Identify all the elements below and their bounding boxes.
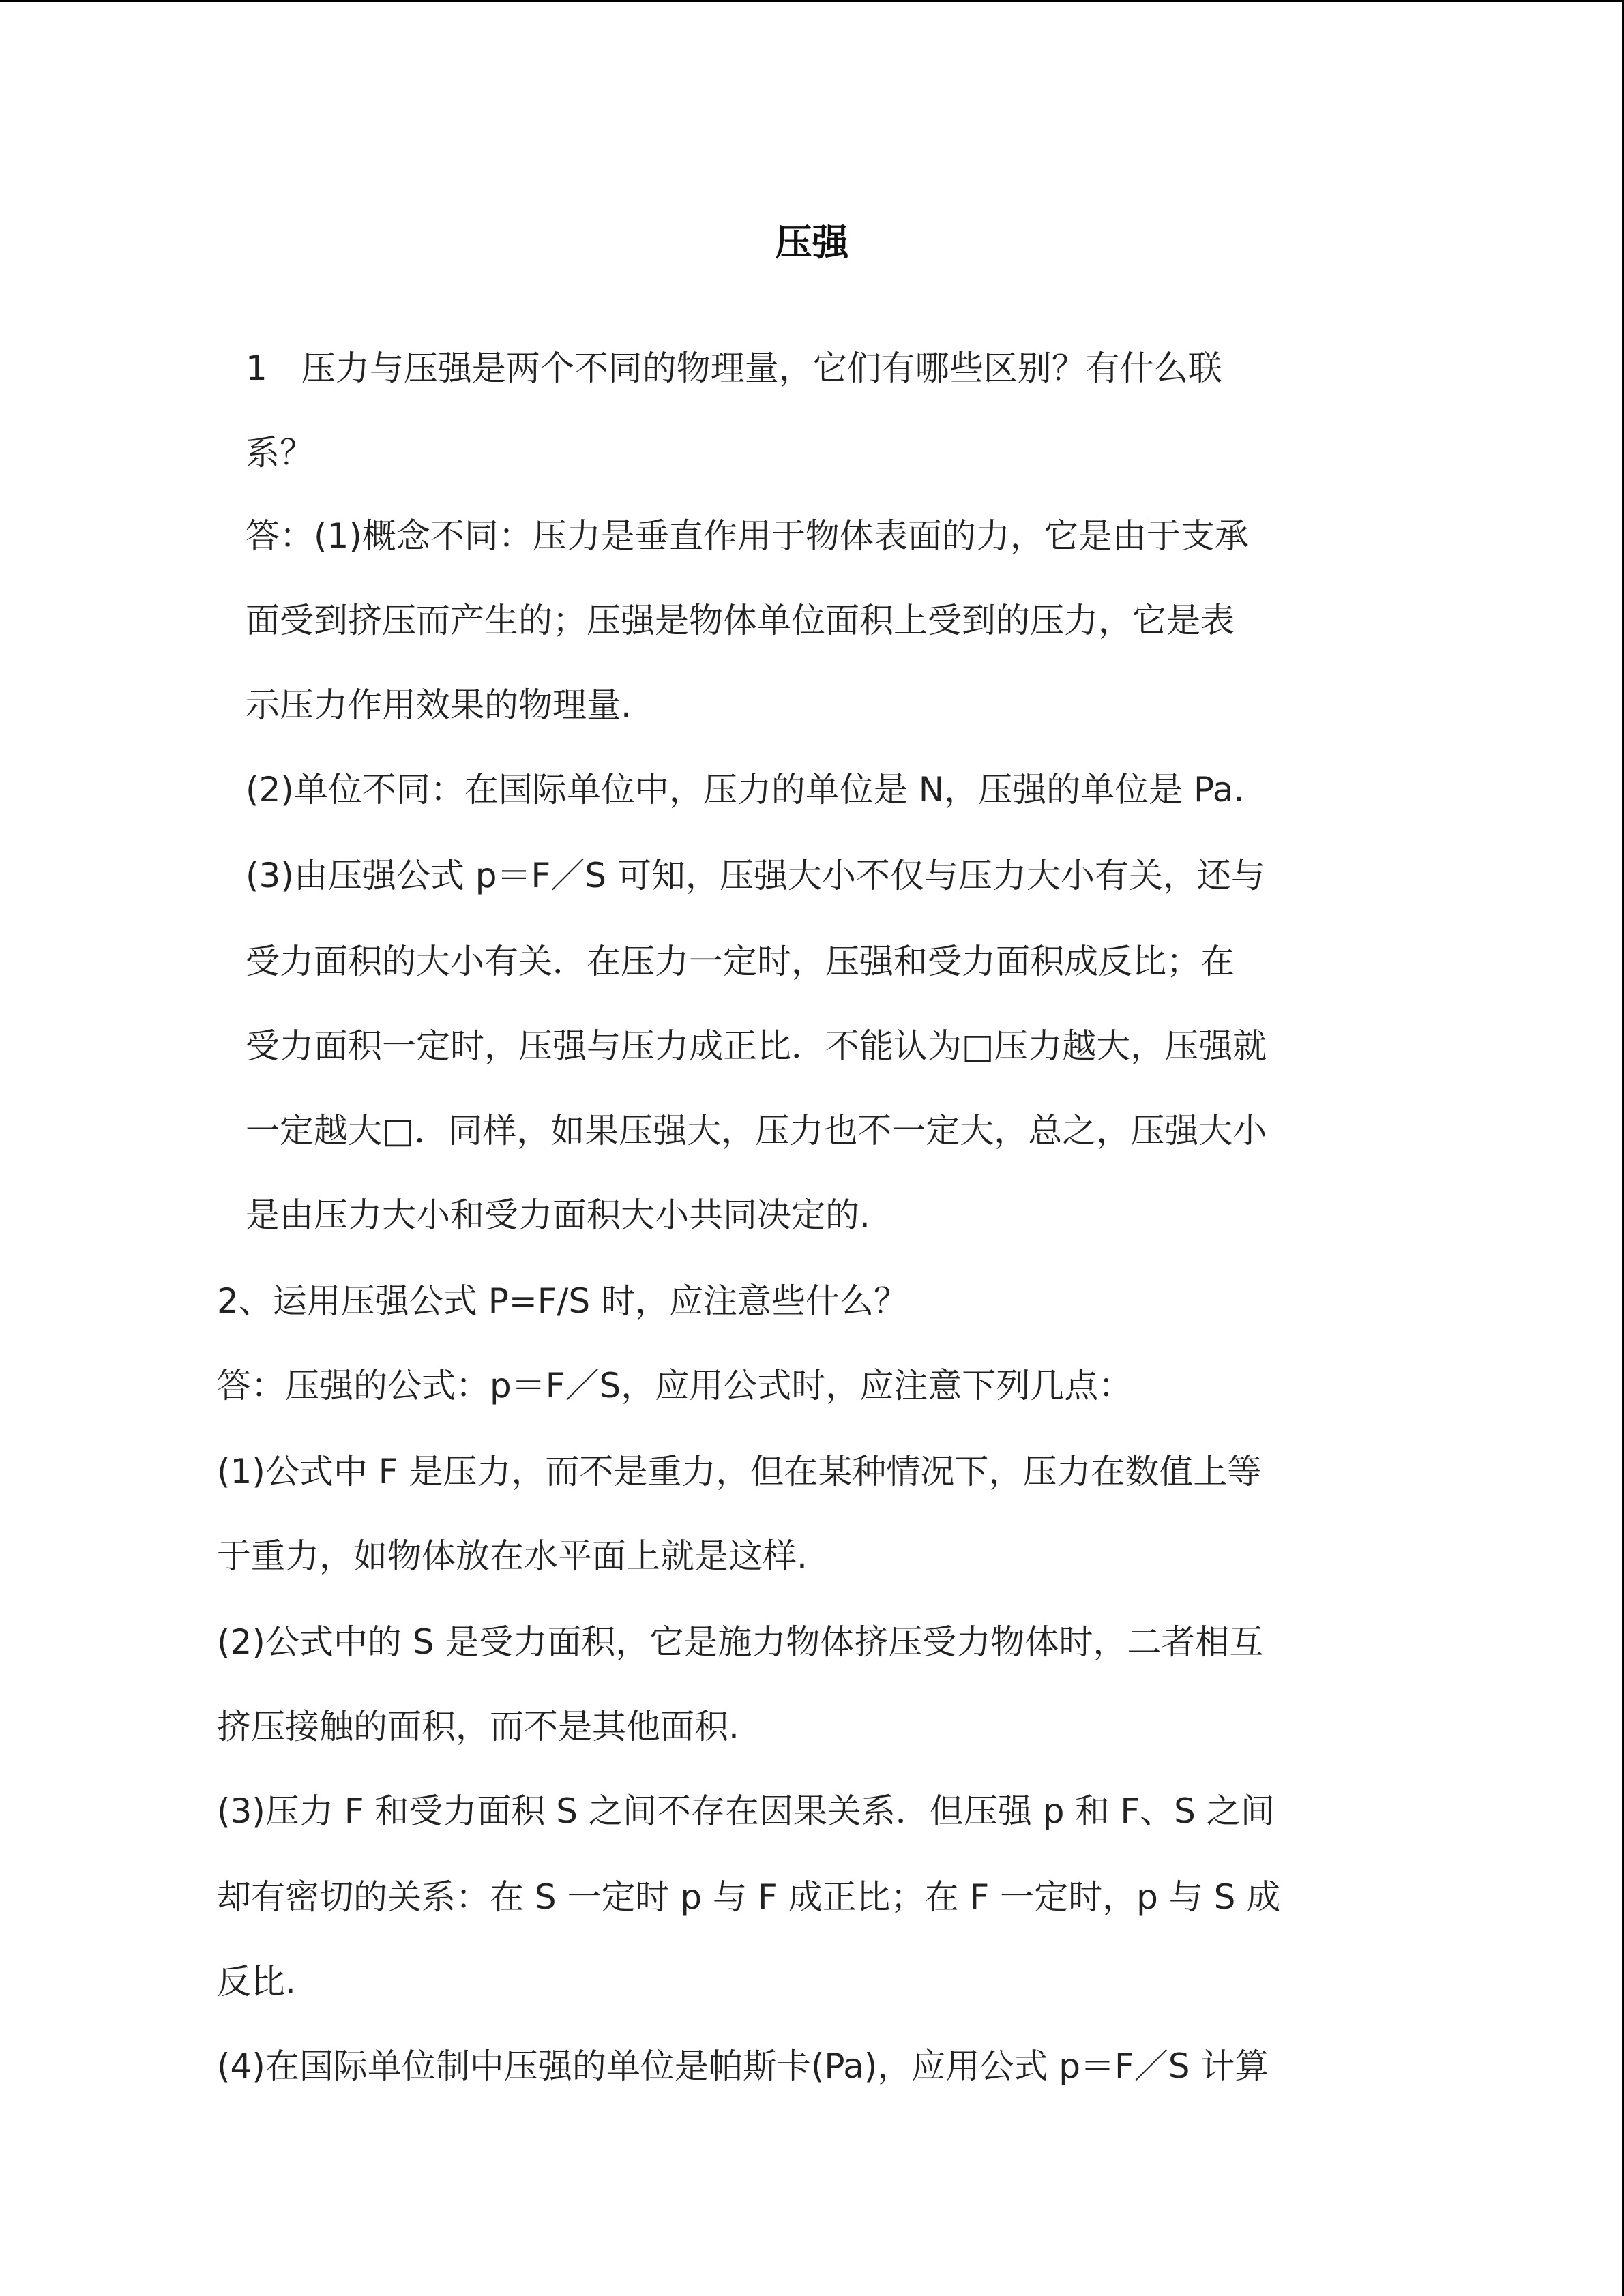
answer-1-point-3-line-3: 受力面积一定时，压强与压力成正比．不能认为□压力越大，压强就 <box>246 1026 1267 1066</box>
question-1-line-2: 系？ <box>246 433 314 473</box>
answer-1-line-2: 面受到挤压而产生的；压强是物体单位面积上受到的压力，它是表 <box>246 601 1235 640</box>
answer-1-point-3-line-1: (3)由压强公式 p＝F／S 可知，压强大小不仅与压力大小有关，还与 <box>246 856 1265 895</box>
answer-1-point-2: (2)单位不同：在国际单位中，压力的单位是 N，压强的单位是 Pa. <box>246 770 1245 809</box>
question-2: 2、运用压强公式 P=F/S 时，应注意些什么？ <box>217 1281 908 1321</box>
answer-2-point-1-line-2: 于重力，如物体放在水平面上就是这样. <box>217 1536 808 1576</box>
question-1-line-1: 1 压力与压强是两个不同的物理量，它们有哪些区别？有什么联 <box>246 348 1222 388</box>
answer-2-point-3-line-1: (3)压力 F 和受力面积 S 之间不存在因果关系．但压强 p 和 F、S 之间 <box>217 1791 1275 1831</box>
answer-1-point-3-line-2: 受力面积的大小有关．在压力一定时，压强和受力面积成反比；在 <box>246 942 1235 981</box>
answer-1-line-3: 示压力作用效果的物理量. <box>246 685 632 725</box>
answer-2-point-4-line-1: (4)在国际单位制中压强的单位是帕斯卡(Pa)，应用公式 p＝F／S 计算 <box>217 2046 1269 2086</box>
answer-2-point-2-line-2: 挤压接触的面积，而不是其他面积. <box>217 1707 739 1746</box>
page-top-border <box>0 0 1624 2</box>
answer-2-point-1-line-1: (1)公式中 F 是压力，而不是重力，但在某种情况下，压力在数值上等 <box>217 1452 1262 1491</box>
answer-2-intro: 答：压强的公式：p＝F／S，应用公式时，应注意下列几点： <box>217 1366 1133 1405</box>
answer-1-point-3-line-4: 一定越大□．同样，如果压强大，压力也不一定大，总之，压强大小 <box>246 1111 1267 1150</box>
answer-2-point-3-line-3: 反比. <box>217 1962 296 2001</box>
answer-1-point-3-line-5: 是由压力大小和受力面积大小共同决定的. <box>246 1195 870 1235</box>
answer-1-line-1: 答：(1)概念不同：压力是垂直作用于物体表面的力，它是由于支承 <box>246 516 1249 556</box>
answer-2-point-2-line-1: (2)公式中的 S 是受力面积，它是施力物体挤压受力物体时，二者相互 <box>217 1622 1264 1662</box>
answer-2-point-3-line-2: 却有密切的关系：在 S 一定时 p 与 F 成正比；在 F 一定时，p 与 S 成 <box>217 1877 1281 1917</box>
page-title: 压强 <box>775 221 849 264</box>
